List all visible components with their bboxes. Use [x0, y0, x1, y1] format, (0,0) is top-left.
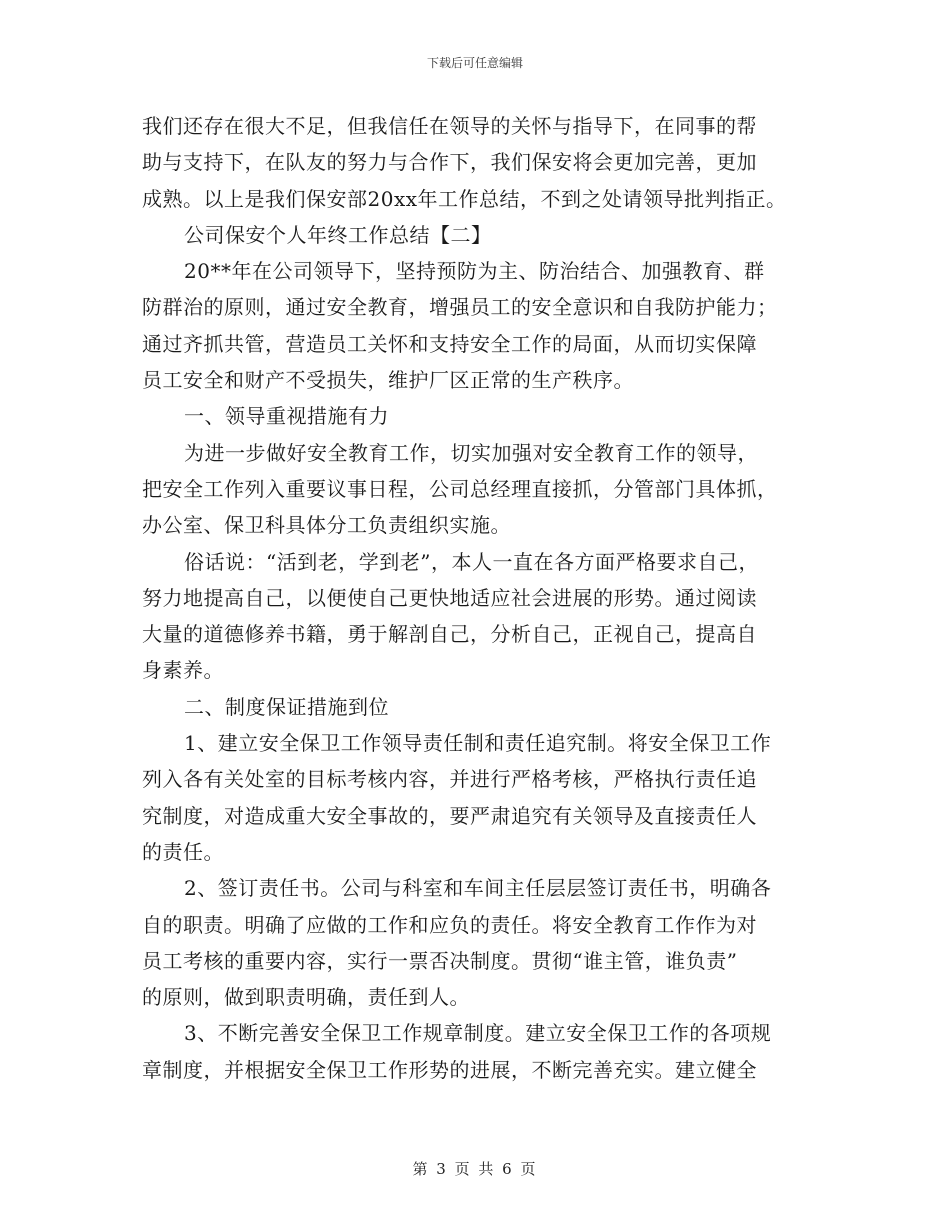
text-line: 公司保安个人年终工作总结【二】: [184, 222, 492, 247]
text-line: 二、制度保证措施到位: [184, 694, 389, 719]
text-line: 20**年在公司领导下，坚持预防为主、防治结合、加强教育、群: [184, 259, 765, 284]
text-line: 努力地提高自己，以便使自己更快地适应社会进展的形势。通过阅读: [142, 585, 757, 610]
text-line: 列入各有关处室的目标考核内容，并进行严格考核，严格执行责任追: [142, 767, 757, 792]
text-line: 1、建立安全保卫工作领导责任制和责任追究制。将安全保卫工作: [184, 731, 772, 756]
page-header: 下载后可任意编辑: [426, 56, 523, 70]
text-line: 3、不断完善安全保卫工作规章制度。建立安全保卫工作的各项规: [184, 1021, 772, 1046]
text-line: 的原则，做到职责明确，责任到人。: [142, 985, 470, 1010]
text-line: 成熟。以上是我们保安部20xx年工作总结，不到之处请领导批判指正。: [142, 186, 787, 211]
document-body: [142, 108, 822, 1088]
text-line: 通过齐抓共管，营造员工关怀和支持安全工作的局面，从而切实保障: [142, 331, 757, 356]
text-line: 办公室、保卫科具体分工负责组织实施。: [142, 513, 511, 538]
text-line: 身素养。: [142, 658, 224, 683]
text-line: 助与支持下，在队友的努力与合作下，我们保安将会更加完善，更加: [142, 150, 757, 175]
text-line: 员工考核的重要内容，实行一票否决制度。贯彻“谁主管，谁负责”: [142, 948, 738, 973]
text-line: 俗话说：“活到老，学到老”，本人一直在各方面严格要求自己，: [184, 549, 759, 574]
text-line: 大量的道德修养书籍，勇于解剖自己，分析自己，正视自己，提高自: [142, 622, 757, 647]
text-line: 防群治的原则，通过安全教育，增强员工的安全意识和自我防护能力；: [142, 295, 778, 320]
text-line: 自的职责。明确了应做的工作和应负的责任。将安全教育工作作为对: [142, 912, 757, 937]
page-footer: 第 3 页 共 6 页: [412, 1160, 538, 1178]
text-line: 的责任。: [142, 839, 224, 864]
text-line: 2、签订责任书。公司与科室和车间主任层层签订责任书，明确各: [184, 876, 772, 901]
text-line: 员工安全和财产不受损失，维护厂区正常的生产秩序。: [142, 368, 634, 393]
text-line: 章制度，并根据安全保卫工作形势的进展，不断完善充实。建立健全: [142, 1057, 757, 1082]
text-line: 究制度，对造成重大安全事故的，要严肃追究有关领导及直接责任人: [142, 803, 757, 828]
text-line: 我们还存在很大不足，但我信任在领导的关怀与指导下，在同事的帮: [142, 114, 757, 138]
text-line: 一、领导重视措施有力: [184, 404, 389, 429]
text-line: 把安全工作列入重要议事日程，公司总经理直接抓，分管部门具体抓，: [142, 476, 778, 501]
text-line: 为进一步做好安全教育工作，切实加强对安全教育工作的领导，: [184, 440, 758, 465]
